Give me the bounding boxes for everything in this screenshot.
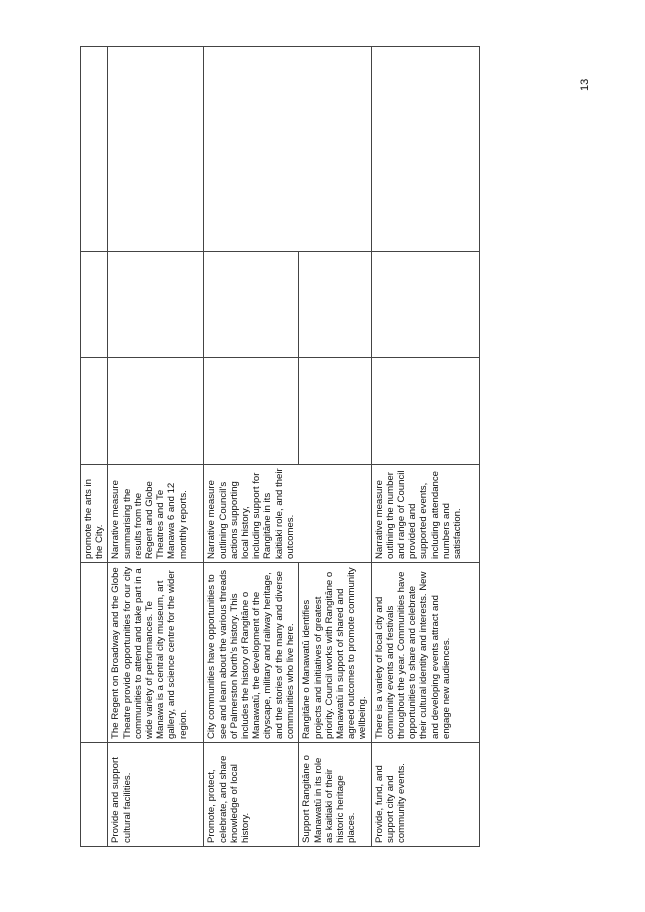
table-row: [371, 47, 479, 847]
activity-cell: Provide and support cultural facilities.: [108, 743, 204, 847]
empty-cell: [299, 252, 371, 358]
activity-cell: [81, 743, 108, 847]
description-cell: [81, 563, 108, 743]
empty-cell: [371, 47, 479, 252]
empty-cell: [371, 358, 479, 465]
empty-cell: [108, 358, 204, 465]
empty-cell: [204, 47, 371, 252]
performance-table: [80, 47, 465, 847]
empty-cell: [108, 47, 204, 252]
empty-cell: [299, 358, 371, 465]
table-row: [108, 47, 204, 847]
activity-cell: Promote, protect, celebrate, and share knowledge of local history.: [204, 743, 299, 847]
empty-cell: [371, 252, 479, 358]
empty-cell: [81, 358, 108, 465]
measure-cell: promote the arts in the City.: [81, 465, 108, 563]
table: [80, 46, 480, 847]
empty-cell: [108, 252, 204, 358]
description-cell: There is a variety of local city and community events and festivals throughout the year. Communities have opportunities to share and celebrate their cultural identity and interests. New and developing events attract and engage new audiences.: [371, 563, 479, 743]
measure-cell: Narrative measure outlining the number and range of Council provided and supported events, including attendance numbers and satisfaction.: [371, 465, 479, 563]
activity-cell: Provide, fund, and support city and community events.: [371, 743, 479, 847]
empty-cell: [204, 358, 299, 465]
measure-cell: Narrative measure summarising the results from the Regent and Globe Theatres and Te Manawa 6 and 12 monthly reports.: [108, 465, 204, 563]
description-cell: Rangitāne o Manawatū identifies projects and initiatives of greatest priority. Council works with Rangitāne o Manawatū in support of shared and agreed outcomes to promote community wellbeing.: [299, 563, 371, 743]
empty-cell: [81, 47, 108, 252]
description-cell: City communities have opportunities to see and learn about the various threads of Palmerston North’s history. This includes the history of Rangitāne o Manawatū, the development of the cityscape, military and railway heritage, and the stories of the many and diverse communities who live here.: [204, 563, 299, 743]
activity-cell: Support Rangitāne o Manawatū in its role as kaitiaki of their historic heritage places.: [299, 743, 371, 847]
table-row: [204, 47, 299, 847]
measure-cell: Narrative measure outlining Council’s actions supporting local history, including support for Rangitāne in its kaitiaki role, and their outcomes.: [204, 465, 371, 563]
table-row: [81, 47, 108, 847]
empty-cell: [204, 252, 299, 358]
description-cell: The Regent on Broadway and the Globe Theatre provide opportunities for our city communities to attend and take part in a wide variety of performances. Te Manawa is a central city museum, art gallery, and science centre for the wider region.: [108, 563, 204, 743]
page-number-text: 13: [579, 78, 591, 91]
page-number: [578, 77, 592, 97]
empty-cell: [81, 252, 108, 358]
